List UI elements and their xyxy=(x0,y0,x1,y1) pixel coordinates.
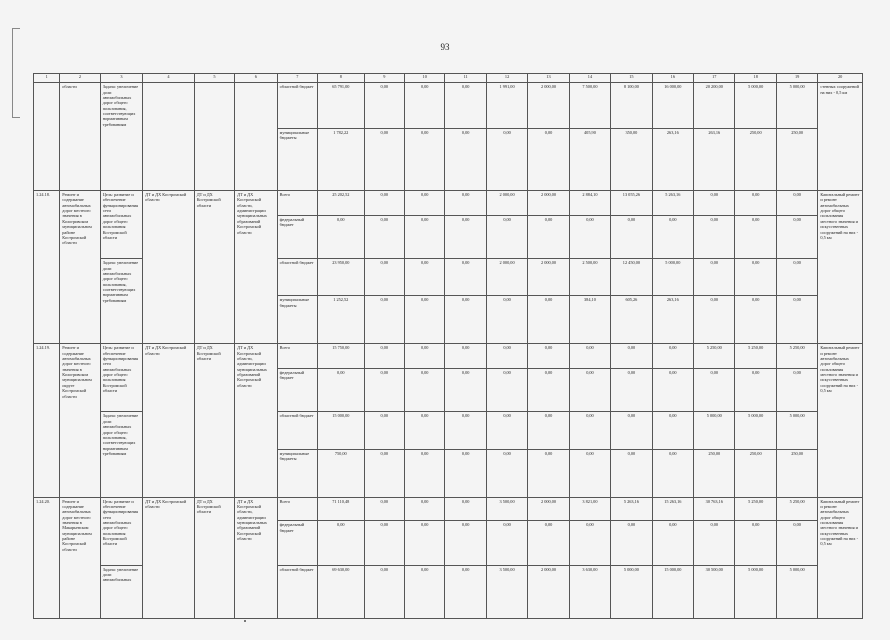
amount: 5 263,16 xyxy=(652,191,693,216)
amount: 5 000,00 xyxy=(776,565,817,618)
item-name: Ремонт и содержание автомобильных дорог местного значения в Кологривском муниципальном районе Костромской области xyxy=(60,191,100,344)
amount: 0,00 xyxy=(611,344,652,369)
amount: 0,00 xyxy=(652,449,693,497)
amount: 0,00 xyxy=(528,344,569,369)
amount: 0,00 xyxy=(694,296,735,344)
item-number: 1.24.20. xyxy=(34,497,60,618)
funding-source: федеральный бюджет xyxy=(277,215,317,258)
item-goal: Цель: развитие и обеспечение функционирования сети автомобильных дорог общего пользования Костромской области xyxy=(100,191,142,259)
amount: 0,00 xyxy=(735,521,776,565)
page-number: 93 xyxy=(440,42,450,52)
amount: 0,00 xyxy=(445,449,486,497)
amount: 250,00 xyxy=(694,449,735,497)
amount: 0,00 xyxy=(652,344,693,369)
funding-source: муниципальные бюджеты xyxy=(277,296,317,344)
item-name: Ремонт и содержание автомобильных дорог местного значения в Макарьевском муниципальном районе Костромской области xyxy=(60,497,100,618)
column-number: 20 xyxy=(818,74,863,83)
amount: 0,00 xyxy=(404,412,444,449)
amount: 0,00 xyxy=(445,344,486,369)
amount: 30 763,16 xyxy=(694,497,735,521)
amount: 0,00 xyxy=(569,521,610,565)
amount: 0,00 xyxy=(611,215,652,258)
amount: 0,00 xyxy=(364,565,404,618)
amount: 0,00 xyxy=(364,128,404,191)
item-goal: Цель: развитие и обеспечение функционирования сети автомобильных дорог общего пользования Костромской области xyxy=(100,344,142,412)
amount: 250,00 xyxy=(776,449,817,497)
amount: 0,00 xyxy=(569,412,610,449)
column-number: 5 xyxy=(194,74,234,83)
funding-source: Всего xyxy=(277,344,317,369)
table-row xyxy=(34,83,863,128)
amount: 25 202,52 xyxy=(318,191,365,216)
amount: 2 000,00 xyxy=(486,191,527,216)
amount: 5 250,00 xyxy=(776,497,817,521)
item-task: Задача: увеличение доли автомобильных дорог общего пользования, соответствующих нормативным требованиям xyxy=(100,259,142,344)
column-number: 2 xyxy=(60,74,100,83)
amount: 5 263,16 xyxy=(611,497,652,521)
amount: 0,00 xyxy=(364,449,404,497)
amount: 8 100,00 xyxy=(611,83,652,128)
column-number: 1 xyxy=(34,74,60,83)
amount: 0,00 xyxy=(364,369,404,412)
executor: ДТ и ДХ Костромской области xyxy=(194,497,234,618)
amount: 2 000,00 xyxy=(486,259,527,296)
amount: 0,00 xyxy=(364,215,404,258)
item-number: 1.24.18. xyxy=(34,191,60,344)
amount: 2 000,00 xyxy=(528,83,569,128)
amount: 0,00 xyxy=(364,259,404,296)
amount: 2 500,00 xyxy=(569,259,610,296)
amount: 5 000,00 xyxy=(776,83,817,128)
amount: 15 000,00 xyxy=(652,565,693,618)
amount: 0,00 xyxy=(404,449,444,497)
funding-source: областной бюджет xyxy=(277,412,317,449)
item-number: 1.24.19. xyxy=(34,344,60,497)
amount: 0,00 xyxy=(318,521,365,565)
amount: 0,00 xyxy=(569,369,610,412)
scan-dot xyxy=(244,620,246,622)
amount: 0,00 xyxy=(776,191,817,216)
table-row xyxy=(34,191,863,216)
column-number: 14 xyxy=(569,74,610,83)
amount: 3 500,00 xyxy=(486,565,527,618)
item-task: Задача: увеличение доли автомобильных дорог общего пользования, соответствующих нормативным требованиям xyxy=(100,412,142,497)
funding-source: муниципальные бюджеты xyxy=(277,128,317,191)
amount: 263,16 xyxy=(652,296,693,344)
amount: 0,00 xyxy=(569,344,610,369)
amount: 0,00 xyxy=(404,83,444,128)
amount: 0,00 xyxy=(445,259,486,296)
amount: 0,00 xyxy=(528,369,569,412)
amount: 2 884,10 xyxy=(569,191,610,216)
amount: 0,00 xyxy=(318,215,365,258)
amount: 0,00 xyxy=(364,497,404,521)
funding-source: областной бюджет xyxy=(277,259,317,296)
amount: 5 000,00 xyxy=(611,565,652,618)
result-indicator: Капитальный ремонт и ремонт автомобильных дорог общего пользования местного значения и искусственных сооружений на них - 0,5 км xyxy=(818,344,863,497)
amount: 0,00 xyxy=(652,521,693,565)
amount: 750,00 xyxy=(318,449,365,497)
amount: 0,00 xyxy=(364,83,404,128)
amount: 0,00 xyxy=(694,521,735,565)
amount: 0,00 xyxy=(445,191,486,216)
amount: 30 500,00 xyxy=(694,565,735,618)
amount: 0,00 xyxy=(364,412,404,449)
amount: 0,00 xyxy=(735,259,776,296)
amount: 3 821,00 xyxy=(569,497,610,521)
amount: 0,00 xyxy=(694,259,735,296)
executor xyxy=(194,83,234,191)
executor: ДТ и ДХ Костромской области xyxy=(143,497,195,618)
funding-source: муниципальные бюджеты xyxy=(277,449,317,497)
amount: 0,00 xyxy=(735,369,776,412)
amount: 5 000,00 xyxy=(735,565,776,618)
amount: 0,00 xyxy=(528,412,569,449)
amount: 0,00 xyxy=(528,521,569,565)
result-indicator: Капитальный ремонт и ремонт автомобильных дорог общего пользования местного значения и искусственных сооружений на них - 0,5 км xyxy=(818,191,863,344)
amount: 0,00 xyxy=(486,449,527,497)
column-number: 17 xyxy=(694,74,735,83)
amount: 0,00 xyxy=(364,296,404,344)
column-number: 7 xyxy=(277,74,317,83)
amount: 0,00 xyxy=(445,521,486,565)
funding-source: Всего xyxy=(277,191,317,216)
amount: 0,00 xyxy=(528,296,569,344)
amount: 69 630,00 xyxy=(318,565,365,618)
amount: 0,00 xyxy=(445,83,486,128)
amount: 5 250,00 xyxy=(735,497,776,521)
amount: 0,00 xyxy=(735,296,776,344)
amount: 0,00 xyxy=(528,215,569,258)
amount: 0,00 xyxy=(569,215,610,258)
funding-source: федеральный бюджет xyxy=(277,521,317,565)
amount: 0,00 xyxy=(694,369,735,412)
amount: 263,16 xyxy=(694,128,735,191)
executor: ДТ и ДХ Костромской области xyxy=(143,191,195,344)
executor: ДТ и ДХ Костромской области, администрации муниципальных образований Костромской области xyxy=(235,497,277,618)
amount: 16 000,00 xyxy=(652,83,693,128)
amount: 605,26 xyxy=(611,296,652,344)
amount: 0,00 xyxy=(528,449,569,497)
amount: 0,00 xyxy=(445,296,486,344)
amount: 5 250,00 xyxy=(776,344,817,369)
amount: 0,00 xyxy=(445,565,486,618)
item-task: Задача: увеличение доли автомобильных дорог общего пользования, соответствующих нормативным требованиям xyxy=(100,83,142,191)
amount: 5 250,00 xyxy=(735,344,776,369)
amount: 250,00 xyxy=(735,128,776,191)
amount: 0,00 xyxy=(404,565,444,618)
amount: 2 000,00 xyxy=(528,565,569,618)
amount: 263,16 xyxy=(652,128,693,191)
funding-source: Всего xyxy=(277,497,317,521)
amount: 1 782,22 xyxy=(318,128,365,191)
amount: 5 000,00 xyxy=(735,83,776,128)
amount: 0,00 xyxy=(404,191,444,216)
amount: 3 500,00 xyxy=(486,497,527,521)
amount: 5 000,00 xyxy=(776,412,817,449)
amount: 0,00 xyxy=(652,215,693,258)
binding-margin-tick xyxy=(12,117,20,118)
amount: 1 991,00 xyxy=(486,83,527,128)
column-number: 16 xyxy=(652,74,693,83)
table-row xyxy=(34,497,863,521)
column-number: 11 xyxy=(445,74,486,83)
amount: 0,00 xyxy=(364,191,404,216)
column-number: 19 xyxy=(776,74,817,83)
executor xyxy=(235,83,277,191)
amount: 0,00 xyxy=(486,521,527,565)
amount: 20 200,00 xyxy=(694,83,735,128)
funding-source: федеральный бюджет xyxy=(277,369,317,412)
column-number: 8 xyxy=(318,74,365,83)
column-number: 6 xyxy=(235,74,277,83)
amount: 23 950,00 xyxy=(318,259,365,296)
amount: 3 630,00 xyxy=(569,565,610,618)
amount: 0,00 xyxy=(528,128,569,191)
amount: 0,00 xyxy=(404,128,444,191)
amount: 350,00 xyxy=(611,128,652,191)
amount: 65 791,00 xyxy=(318,83,365,128)
amount: 0,00 xyxy=(735,215,776,258)
amount: 0,00 xyxy=(569,449,610,497)
amount: 0,00 xyxy=(486,344,527,369)
amount: 0,00 xyxy=(404,344,444,369)
table-row xyxy=(34,344,863,369)
column-number: 13 xyxy=(528,74,569,83)
executor: ДТ и ДХ Костромской области xyxy=(194,344,234,497)
amount: 7 500,00 xyxy=(569,83,610,128)
amount: 0,00 xyxy=(486,369,527,412)
amount: 250,00 xyxy=(776,128,817,191)
amount: 15 750,00 xyxy=(318,344,365,369)
item-task: Задача: увеличение доли автомобильных xyxy=(100,565,142,618)
amount: 5 000,00 xyxy=(652,259,693,296)
item-name: области xyxy=(60,83,100,191)
amount: 0,00 xyxy=(611,449,652,497)
executor xyxy=(143,83,195,191)
item-goal: Цель: развитие и обеспечение функционирования сети автомобильных дорог общего пользования Костромской области xyxy=(100,497,142,565)
amount: 0,00 xyxy=(486,296,527,344)
amount: 0,00 xyxy=(445,497,486,521)
column-number: 4 xyxy=(143,74,195,83)
amount: 0,00 xyxy=(404,497,444,521)
amount: 0,00 xyxy=(652,412,693,449)
amount: 0,00 xyxy=(486,412,527,449)
amount: 0,00 xyxy=(776,259,817,296)
amount: 15 000,00 xyxy=(318,412,365,449)
amount: 0,00 xyxy=(445,369,486,412)
amount: 2 000,00 xyxy=(528,191,569,216)
column-number: 15 xyxy=(611,74,652,83)
amount: 250,00 xyxy=(735,449,776,497)
amount: 0,00 xyxy=(776,215,817,258)
amount: 5 250,00 xyxy=(694,344,735,369)
amount: 1 252,52 xyxy=(318,296,365,344)
amount: 0,00 xyxy=(364,521,404,565)
amount: 0,00 xyxy=(404,259,444,296)
budget-table xyxy=(33,73,863,619)
amount: 0,00 xyxy=(445,215,486,258)
column-number: 12 xyxy=(486,74,527,83)
amount: 0,00 xyxy=(404,215,444,258)
column-number: 18 xyxy=(735,74,776,83)
amount: 0,00 xyxy=(776,521,817,565)
amount: 0,00 xyxy=(735,191,776,216)
amount: 0,00 xyxy=(318,369,365,412)
amount: 405,90 xyxy=(569,128,610,191)
amount: 71 110,48 xyxy=(318,497,365,521)
result-indicator: стенных сооружений на них - 0,5 км xyxy=(818,83,863,191)
amount: 0,00 xyxy=(486,215,527,258)
header-row xyxy=(34,74,863,83)
item-name: Ремонт и содержание автомобильных дорог местного значения в Кологривском муниципальном округе Костромской области xyxy=(60,344,100,497)
amount: 0,00 xyxy=(404,296,444,344)
amount: 13 055,26 xyxy=(611,191,652,216)
amount: 0,00 xyxy=(694,191,735,216)
amount: 0,00 xyxy=(445,128,486,191)
column-number: 9 xyxy=(364,74,404,83)
amount: 0,00 xyxy=(611,521,652,565)
funding-source: областной бюджет xyxy=(277,83,317,128)
column-number: 3 xyxy=(100,74,142,83)
amount: 0,00 xyxy=(486,128,527,191)
amount: 0,00 xyxy=(776,296,817,344)
amount: 0,00 xyxy=(776,369,817,412)
item-number xyxy=(34,83,60,191)
amount: 0,00 xyxy=(652,369,693,412)
amount: 0,00 xyxy=(694,215,735,258)
executor: ДТ и ДХ Костромской области, администрации муниципальных образований Костромской области xyxy=(235,344,277,497)
executor: ДТ и ДХ Костромской области xyxy=(143,344,195,497)
amount: 5 000,00 xyxy=(735,412,776,449)
amount: 0,00 xyxy=(445,412,486,449)
amount: 0,00 xyxy=(404,369,444,412)
funding-source: областной бюджет xyxy=(277,565,317,618)
amount: 0,00 xyxy=(364,344,404,369)
result-indicator: Капитальный ремонт и ремонт автомобильных дорог общего пользования местного значения и искусственных сооружений на них - 0,5 км xyxy=(818,497,863,618)
binding-margin-tick xyxy=(12,28,20,29)
amount: 0,00 xyxy=(611,369,652,412)
amount: 2 000,00 xyxy=(528,259,569,296)
column-number: 10 xyxy=(404,74,444,83)
executor: ДТ и ДХ Костромской области, администрации муниципальных образований Костромской области xyxy=(235,191,277,344)
amount: 15 263,16 xyxy=(652,497,693,521)
amount: 2 000,00 xyxy=(528,497,569,521)
executor: ДТ и ДХ Костромской области xyxy=(194,191,234,344)
amount: 0,00 xyxy=(611,412,652,449)
amount: 0,00 xyxy=(404,521,444,565)
amount: 5 000,00 xyxy=(694,412,735,449)
amount: 12 450,00 xyxy=(611,259,652,296)
amount: 384,10 xyxy=(569,296,610,344)
